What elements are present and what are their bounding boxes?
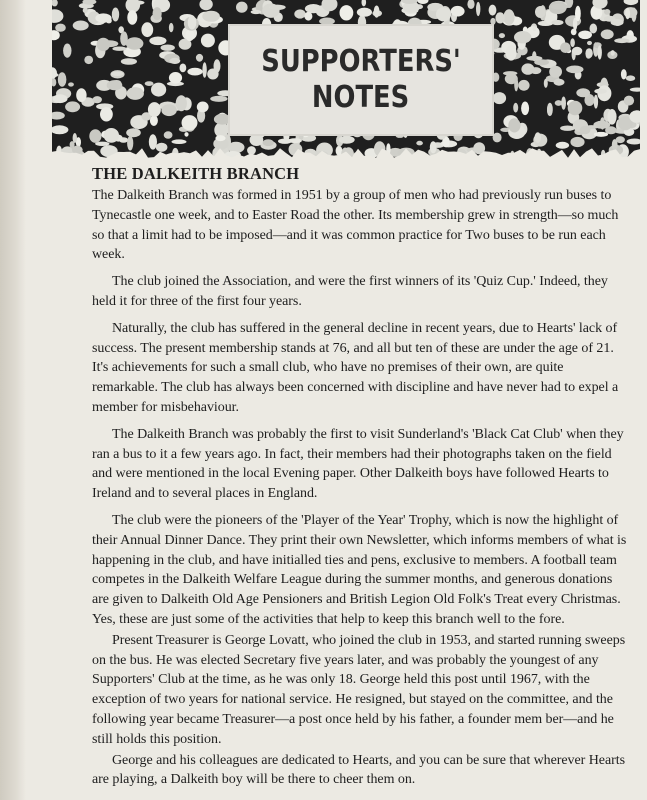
paragraph: Present Treasurer is George Lovatt, who joined the club in 1953, and started running sweeps on the bus. He was elected Secretary five years later, and was probably the youngest of any Supporters' Club at the time, as he was only 18. George held this post until 1967, with the exception of two years for national service. He resigned, but stayed on the committee, and the following year became Treasurer—a post once held by his father, a founder mem ber—and he still holds this position. [92,632,626,747]
paragraph: George and his colleagues are dedicated to Hearts, and you can be sure that wherever Hearts are playing, a Dalkeith boy will be there to cheer them on. [92,752,625,788]
paragraph: The Dalkeith Branch was probably the first to visit Sunderland's 'Black Cat Club' when they ran a bus to it a few years ago. In fact, their members had their photographs taken on the field and were mentioned in the local Evening paper. Other Dalkeith boys have followed Hearts to Ireland and to several places in England. [92,426,624,502]
paragraph: The club joined the Association, and were the first winners of its 'Quiz Cup.' Indeed, they held it for three of the first four years. [92,274,608,309]
page-edge-shadow [0,0,26,800]
paragraph: The Dalkeith Branch was formed in 1951 by a group of men who had previously run buses to Tynecastle one week, and to Easter Road the other. Its membership grew in strength—so much so that a limit had to be imposed—and it was common practice for Two buses to be run each week. [92,188,619,263]
paragraph: Naturally, the club has suffered in the general decline in recent years, due to Hearts' lack of success. The present membership stands at 76, and all but ten of these are under the age of 21. It's achievements for such a small club, who have no premises of their own, are quite remarkable. The club has always been concerned with discipline and have never had to expel a member for misbehaviour. [92,320,619,415]
title-line-1: SUPPORTERS' [261,44,461,79]
title-line-2: NOTES [312,80,410,115]
title-box [230,26,492,134]
crowd-photo-header [52,0,640,158]
article [92,163,632,797]
paragraph: The club were the pioneers of the 'Player of the Year' Trophy, which is now the highlight of their Annual Dinner Dance. They print their own Newsletter, which informs members of what is happening in the club, and have initialled ties and pens, exclusive to members. A football team competes in the Dalkeith Welfare League during the summer months, and generous donations are given to Dalkeith Old Age Pensioners and British Legion Old Folk's Treat every Christmas. Yes, these are just some of the activities that help to keep this branch well to the fore. [92,512,627,627]
article-heading: THE DALKEITH BRANCH [92,164,300,183]
